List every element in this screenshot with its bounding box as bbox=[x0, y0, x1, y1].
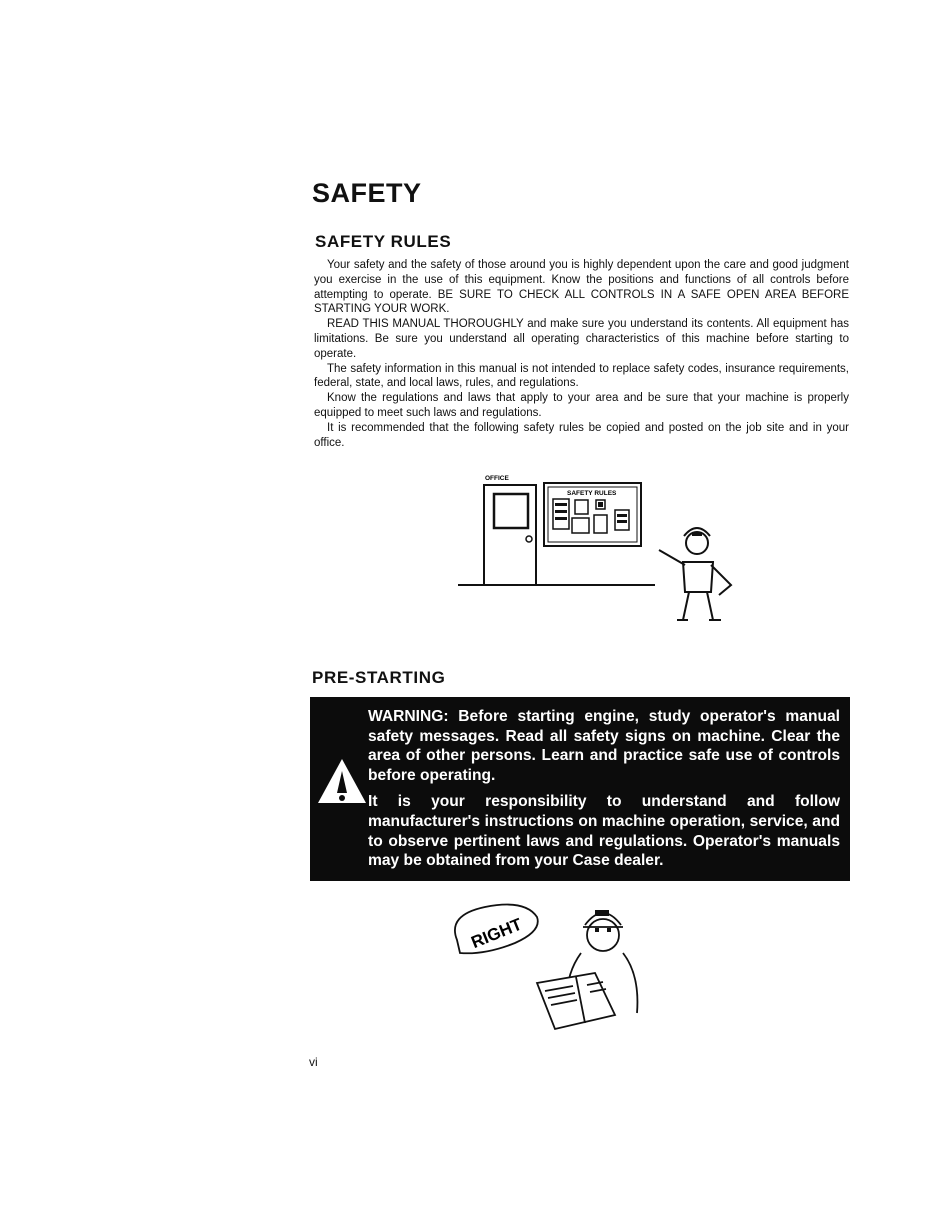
pre-starting-heading: PRE-STARTING bbox=[312, 668, 446, 687]
warning-text bbox=[368, 707, 840, 878]
safety-rules-paragraph: READ THIS MANUAL THOROUGHLY and make sure you understand its contents. All equipment has limitations. Be sure you understand all operating characteristics of this machine before starting to operate. bbox=[314, 318, 849, 360]
worker-reading-manual-illustration bbox=[445, 895, 655, 1035]
warning-box bbox=[310, 697, 850, 881]
safety-rules-paragraph: It is recommended that the following safety rules be copied and posted on the job site and in your office. bbox=[314, 421, 849, 449]
safety-rules-paragraph: Know the regulations and laws that apply to your area and be sure that your machine is properly equipped to meet such laws and regulations. bbox=[314, 392, 849, 419]
door-sign-text: OFFICE bbox=[485, 475, 509, 482]
warning-paragraph: It is your responsibility to understand and follow manufacturer's instructions on machine operation, service, and to observe pertinent laws and regulations. Operator's manuals may be obtained from your Case dealer. bbox=[368, 793, 840, 870]
warning-paragraph: WARNING: Before starting engine, study operator's manual safety messages. Read all safety signs on machine. Clear the area of other persons. Learn and practice safe use of controls before operating. bbox=[368, 708, 840, 784]
page-title: SAFETY bbox=[312, 178, 422, 208]
office-safety-board-illustration bbox=[455, 470, 745, 635]
safety-rules-paragraph: The safety information in this manual is not intended to replace safety codes, insurance requirements, federal, state, and local laws, rules, and regulations. bbox=[314, 362, 849, 390]
balloon-text: RIGHT bbox=[468, 914, 525, 953]
safety-rules-heading: SAFETY RULES bbox=[315, 232, 452, 251]
board-title-text: SAFETY RULES bbox=[567, 490, 617, 497]
page-number: vi bbox=[309, 1055, 318, 1069]
warning-triangle-icon bbox=[316, 757, 368, 805]
safety-rules-body bbox=[314, 258, 849, 450]
safety-rules-paragraph: Your safety and the safety of those around you is highly dependent upon the care and good judgment you exercise in the use of this equipment. Know the positions and functions of all controls before attempting to operate. BE SURE TO CHECK ALL CONTROLS IN A SAFE OPEN AREA BEFORE STARTING YOUR WORK. bbox=[314, 259, 849, 316]
